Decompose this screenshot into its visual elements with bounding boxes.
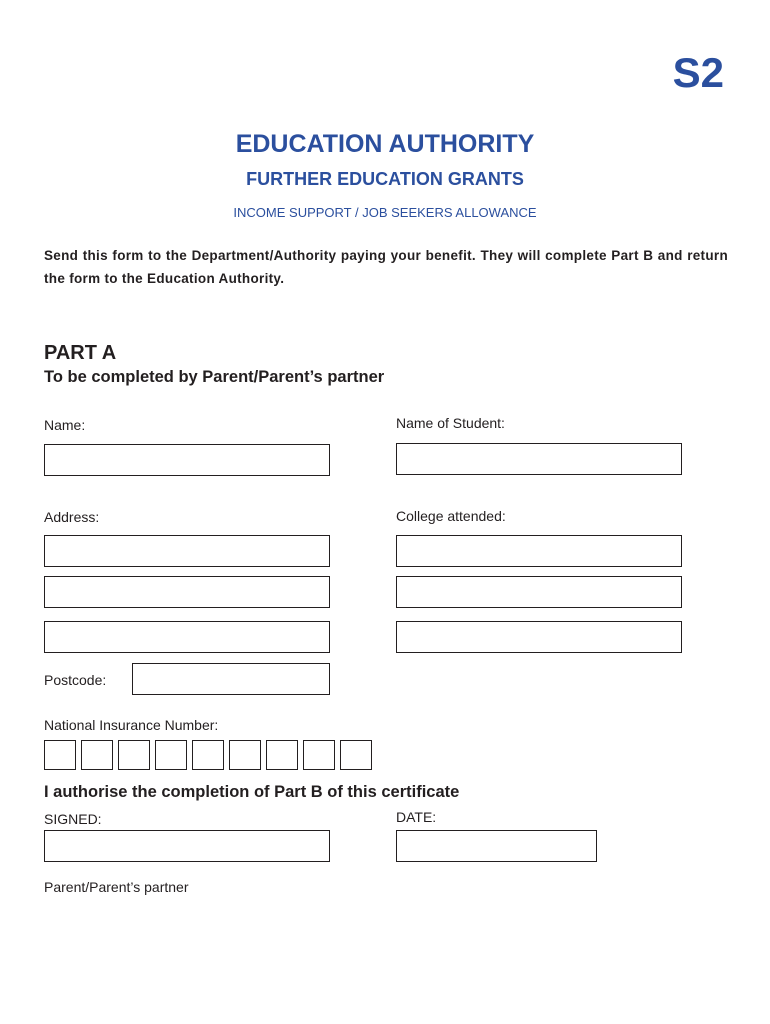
part-a-heading: PART A bbox=[44, 342, 117, 364]
address-line-3-field[interactable] bbox=[44, 621, 330, 653]
address-line-2-field[interactable] bbox=[44, 576, 330, 608]
ni-digit-box[interactable] bbox=[303, 740, 335, 770]
college-line-1-field[interactable] bbox=[396, 535, 682, 567]
part-a-subheading: To be completed by Parent/Parent’s partner bbox=[44, 368, 385, 386]
address-line-1-field[interactable] bbox=[44, 535, 330, 567]
signature-field[interactable] bbox=[44, 830, 330, 862]
page-title: EDUCATION AUTHORITY bbox=[235, 130, 535, 158]
ni-digit-box[interactable] bbox=[340, 740, 372, 770]
instructions: Send this form to the Department/Authority paying your benefit. They will complete Part B and return the form to the Education Authority. bbox=[44, 248, 728, 286]
signatory-caption: Parent/Parent’s partner bbox=[44, 879, 189, 895]
ni-number-boxes bbox=[44, 740, 372, 770]
ni-digit-box[interactable] bbox=[44, 740, 76, 770]
student-name-field[interactable] bbox=[396, 443, 682, 475]
benefit-type: INCOME SUPPORT / JOB SEEKERS ALLOWANCE bbox=[233, 205, 537, 220]
ni-digit-box[interactable] bbox=[155, 740, 187, 770]
page-subtitle: FURTHER EDUCATION GRANTS bbox=[246, 169, 524, 189]
ni-number-label: National Insurance Number: bbox=[44, 717, 219, 733]
postcode-label: Postcode: bbox=[44, 672, 107, 688]
ni-digit-box[interactable] bbox=[192, 740, 224, 770]
student-name-label: Name of Student: bbox=[396, 415, 505, 431]
college-label: College attended: bbox=[396, 508, 506, 524]
authorisation-statement: I authorise the completion of Part B of this certificate bbox=[44, 783, 460, 801]
college-line-3-field[interactable] bbox=[396, 621, 682, 653]
form-code: S2 bbox=[672, 49, 724, 96]
ni-digit-box[interactable] bbox=[118, 740, 150, 770]
ni-digit-box[interactable] bbox=[266, 740, 298, 770]
postcode-field[interactable] bbox=[132, 663, 330, 695]
ni-digit-box[interactable] bbox=[81, 740, 113, 770]
date-field[interactable] bbox=[396, 830, 597, 862]
ni-digit-box[interactable] bbox=[229, 740, 261, 770]
college-line-2-field[interactable] bbox=[396, 576, 682, 608]
name-label: Name: bbox=[44, 417, 86, 433]
address-label: Address: bbox=[44, 509, 100, 525]
name-field[interactable] bbox=[44, 444, 330, 476]
signed-label: SIGNED: bbox=[44, 811, 102, 827]
date-label: DATE: bbox=[396, 809, 437, 825]
